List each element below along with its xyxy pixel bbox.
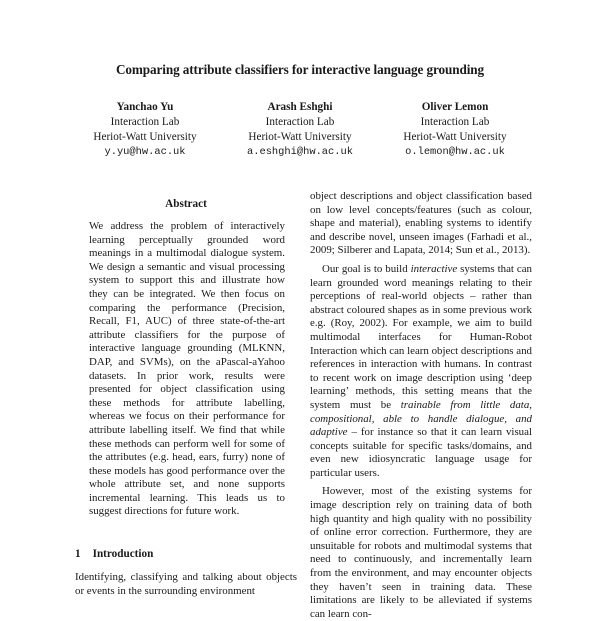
intro-paragraph: Identifying, classifying and talking about objects or events in the surrounding environment: [75, 571, 297, 597]
author-affiliation: Interaction Lab: [420, 116, 490, 128]
p2-text-c: – for instance so that it can learn visual concepts suitable for specific tasks/domains, and even new idiosyncratic language usage for particular users.: [310, 426, 532, 479]
author-3: [365, 100, 545, 160]
abstract-text: [89, 220, 285, 519]
section-number: 1: [75, 548, 81, 560]
author-institution: Heriot-Watt University: [93, 131, 197, 143]
right-paragraph-1: object descriptions and object classification based on low level concepts/features (such as colour, shape and material), enabling systems to identify and describe novel, unseen images (Farhadi et al., 2009; Silberer and Lapata, 2014; Sun et al., 2013).: [310, 190, 532, 257]
author-name: Arash Eshghi: [267, 101, 333, 113]
right-paragraph-3: However, most of the existing systems for image description rely on training data of both high quantity and high quality with no possibility of online error correction. Furthermore, they are unsuitable for robots and multimodal systems that need to continuously, and incrementally learn from the environment, and may encounter objects they haven’t seen in training data. These limitations are likely to be alleviated if systems can learn con-: [310, 485, 532, 620]
author-institution: Heriot-Watt University: [403, 131, 507, 143]
author-email: y.yu@hw.ac.uk: [104, 146, 186, 158]
p2-emphasis-1: interactive: [410, 262, 458, 275]
author-1: [55, 100, 235, 160]
p2-text-b: systems that can learn grounded word meanings relating to their perceptions of real-world objects – rather than abstract coloured shapes as in some previous work e.g. (Roy, 2002). For example, we aim to build multimodal interfaces for Human-Robot Interaction which can learn object descriptions and references in interaction with humans. In contrast to recent work on image description using ‘deep learning’ methods, this setting means that the system must be: [310, 262, 532, 411]
author-2: [210, 100, 390, 160]
right-paragraph-2: [310, 263, 532, 481]
right-column: [310, 190, 532, 621]
author-institution: Heriot-Watt University: [248, 131, 352, 143]
author-affiliation: Interaction Lab: [110, 116, 180, 128]
abstract-heading: Abstract: [165, 198, 207, 210]
paper-title: Comparing attribute classifiers for interactive language grounding: [115, 62, 484, 77]
author-affiliation: Interaction Lab: [265, 116, 335, 128]
author-name: Oliver Lemon: [421, 101, 489, 113]
author-name: Yanchao Yu: [116, 101, 174, 113]
section-title: Introduction: [92, 548, 154, 560]
p2-text-a: Our goal is to build: [322, 262, 411, 275]
p2-emphasis-2: trainable from little data, compositional, able to handle dialogue, and adaptive: [310, 398, 532, 439]
section-heading: [75, 548, 153, 560]
author-email: o.lemon@hw.ac.uk: [405, 146, 505, 158]
author-email: a.eshghi@hw.ac.uk: [246, 146, 353, 158]
intro-text: [75, 571, 297, 598]
abstract-paragraph: We address the problem of interactively learning perceptually grounded word meanings in a multimodal dialogue system. We design a semantic and visual processing system to support this and illustrate how they can be integrated. We then focus on comparing the performance (Precision, Recall, F1, AUC) of three state-of-the-art attribute classifiers for the purpose of interactive language grounding (MLKNN, DAP, and SVMs), on the aPascal-aYahoo datasets. In prior work, results were presented for object classification using these methods for attribute labelling, whereas we focus on their performance for attribute labelling itself. We find that while these methods can perform well for some of the attributes (e.g. head, ears, furry) none of these models has good performance over the whole attribute set, and none supports incremental learning. This leads us to suggest directions for future work.: [89, 220, 285, 518]
